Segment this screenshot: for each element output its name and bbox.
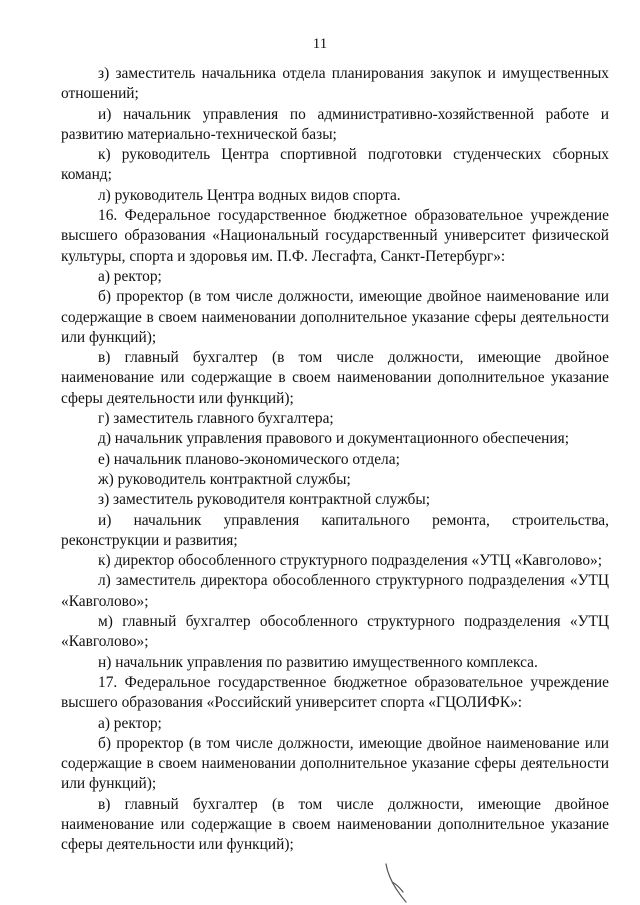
paragraph-item-v-chief-accountant: в) главный бухгалтер (в том числе должности, имеющие двойное наименование или содержащие в своем наименовании дополнительное указание сферы деятельности или функций); [61,349,609,407]
paragraph-item-l-head-water-sports-center: л) руководитель Центра водных видов спорта. [98,186,401,204]
paragraph-item-zh-head-contract-service: ж) руководитель контрактной службы; [98,470,351,488]
paragraph-item-e-head-planning-economic: е) начальник планово-экономического отдела; [98,450,400,468]
paragraph-item-l-deputy-director-utc: л) заместитель директора обособленного структурного подразделения «УТЦ «Кавголово»; [61,572,609,610]
paragraph-item-a-rector-17: а) ректор; [98,714,162,732]
paragraph-item-m-chief-accountant-utc: м) главный бухгалтер обособленного структурного подразделения «УТЦ «Кавголово»; [61,613,609,651]
initials-mark [372,862,412,905]
paragraph-item-b-prorector: б) проректор (в том числе должности, имеющие двойное наименование или содержащие в своем наименовании дополнительное указание сферы деятельности или функций); [61,288,609,346]
document-body [61,64,609,856]
paragraph-item-v-chief-accountant-17: в) главный бухгалтер (в том числе должности, имеющие двойное наименование или содержащие в своем наименовании дополнительное указание сферы деятельности или функций); [61,795,609,854]
page-number: 11 [312,36,328,52]
paragraph-item-n-head-property-development: н) начальник управления по развитию имущественного комплекса. [98,653,538,671]
paragraph-item-i-head-capital-repair: и) начальник управления капитального ремонта, строительства, реконструкции и развития; [61,511,609,549]
paragraph-item-k-director-utc: к) директор обособленного структурного подразделения «УТЦ «Кавголово»; [98,552,602,570]
section-17-heading: 17. Федеральное государственное бюджетное образовательное учреждение высшего образования «Российский университет спорта «ГЦОЛИФК»: [61,673,609,712]
paragraph-item-g-deputy-chief-accountant: г) заместитель главного бухгалтера; [98,410,334,428]
paragraph-item-a-rector: а) ректор; [98,267,162,285]
paragraph-item-b-prorector-17: б) проректор (в том числе должности, имеющие двойное наименование или содержащие в своем наименовании дополнительное указание сферы деятельности или функций); [61,734,609,793]
section-16-heading: 16. Федеральное государственное бюджетное образовательное учреждение высшего образования «Национальный государственный университет физической культуры, спорта и здоровья им. П.Ф. Лесгафта, Санкт-Петербург»: [61,207,609,265]
paragraph-item-z-deputy-head-procurement: з) заместитель начальника отдела планирования закупок и имущественных отношений; [61,65,609,103]
paragraph-item-z-deputy-contract-service: з) заместитель руководителя контрактной службы; [98,491,431,509]
paragraph-item-i-head-admin-management: и) начальник управления по административно-хозяйственной работе и развитию материально-технической базы; [61,105,609,143]
initials-stroke [386,864,406,902]
paragraph-item-k-head-sports-training-center: к) руководитель Центра спортивной подготовки студенческих сборных команд; [61,146,609,184]
paragraph-item-d-head-legal-department: д) начальник управления правового и документационного обеспечения; [98,430,570,448]
